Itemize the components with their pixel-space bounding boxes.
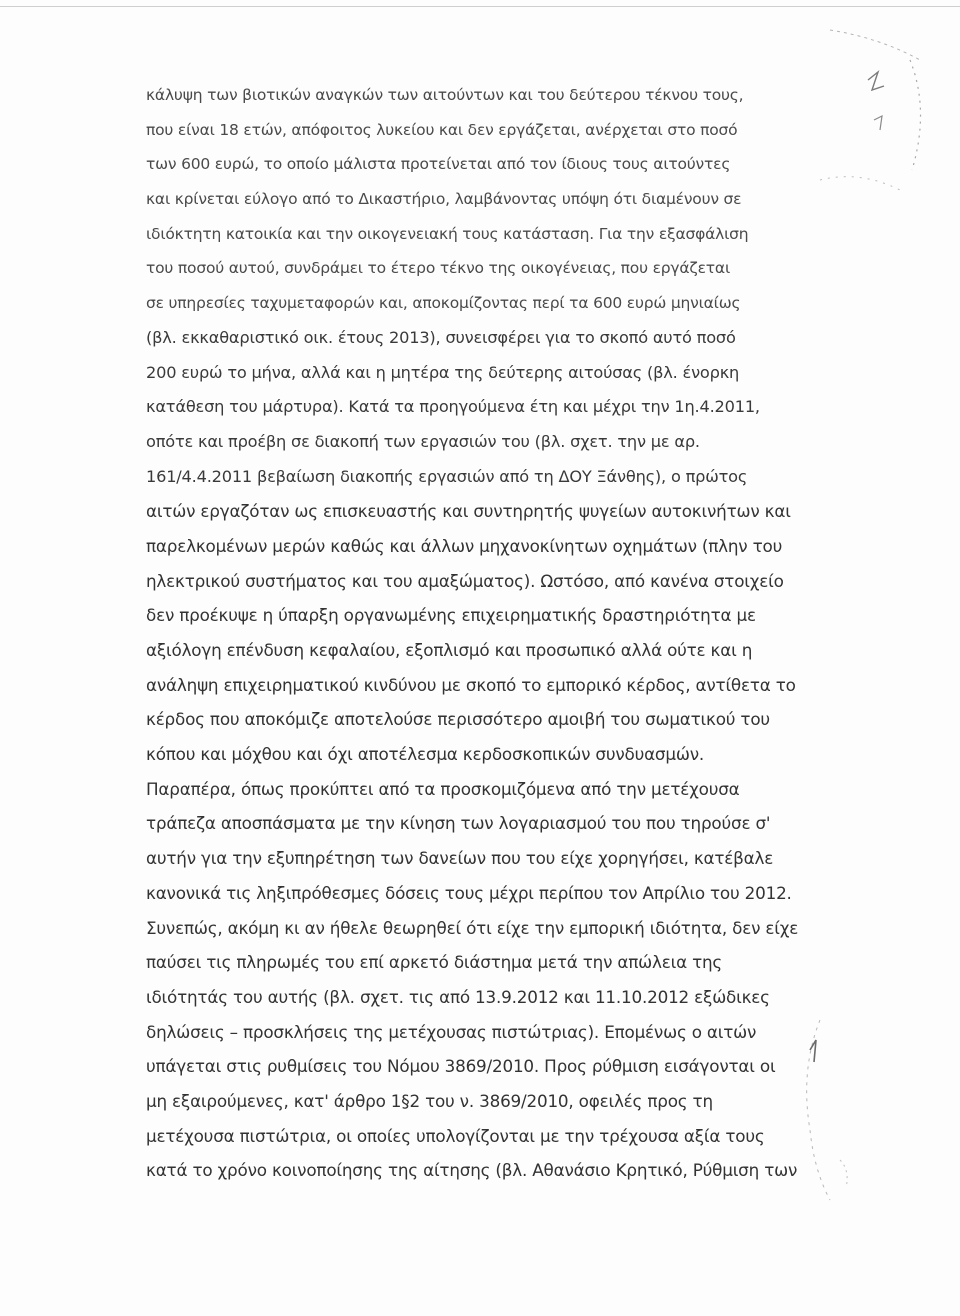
text-line: μετέχουσα πιστώτρια, οι οποίες υπολογίζονται με την τρέχουσα αξία τους xyxy=(146,1125,765,1146)
text-line: παρελκομένων μερών καθώς και άλλων μηχανοκίνητων οχημάτων (πλην του xyxy=(146,535,783,556)
text-line: και κρίνεται εύλογο από το Δικαστήριο, λαμβάνοντας υπόψη ότι διαμένουν σε xyxy=(146,190,742,209)
text-line: δεν προέκυψε η ύπαρξη οργανωμένης επιχειρηματικής δραστηριότητα με xyxy=(146,605,756,626)
text-line: δηλώσεις – προσκλήσεις της μετέχουσας πιστώτριας). Επομένως ο αιτών xyxy=(146,1021,757,1042)
text-line: κατάθεση του μάρτυρα). Κατά τα προηγούμενα έτη και μέχρι την 1η.4.2011, xyxy=(146,397,760,417)
page-edge-rule xyxy=(0,6,960,7)
document-body xyxy=(146,78,814,1188)
text-line: κέρδος που αποκόμιζε αποτελούσε περισσότερο αμοιβή του σωματικού του xyxy=(146,709,770,730)
text-line: αξιόλογη επένδυση κεφαλαίου, εξοπλισμό και προσωπικό αλλά ούτε και η xyxy=(146,640,753,660)
text-line: αυτήν για την εξυπηρέτηση των δανείων που του είχε χορηγήσει, κατέβαλε xyxy=(146,848,774,869)
text-line: σε υπηρεσίες ταχυμεταφορών και, αποκομίζοντας περί τα 600 ευρώ μηνιαίως xyxy=(146,294,741,313)
text-line: Συνεπώς, ακόμη κι αν ήθελε θεωρηθεί ότι είχε την εμπορική ιδιότητα, δεν είχε xyxy=(146,917,799,938)
text-line: των 600 ευρώ, το οποίο μάλιστα προτείνεται από τον ίδιους τους αιτούντες xyxy=(146,155,731,174)
text-line: παύσει τις πληρωμές του επί αρκετό διάστημα μετά την απώλεια της xyxy=(146,952,723,973)
text-line: (βλ. εκκαθαριστικό οικ. έτους 2013), συνεισφέρει για το σκοπό αυτό ποσό xyxy=(146,327,736,347)
text-line: 161/4.4.2011 βεβαίωση διακοπής εργασιών από τη ΔΟΥ Ξάνθης), ο πρώτος xyxy=(146,466,748,486)
text-line: 200 ευρώ το μήνα, αλλά και η μητέρα της δεύτερης αιτούσας (βλ. ένορκη xyxy=(146,362,740,382)
text-line: αιτών εργαζόταν ως επισκευαστής και συντηρητής ψυγείων αυτοκινήτων και xyxy=(146,501,791,522)
text-line: τράπεζα αποσπάσματα με την κίνηση των λογαριασμού του που τηρούσε σ' xyxy=(146,813,771,834)
text-line: κόπου και μόχθου και όχι αποτέλεσμα κερδοσκοπικών συνδυασμών. xyxy=(146,744,705,765)
text-line: Παραπέρα, όπως προκύπτει από τα προσκομιζόμενα από την μετέχουσα xyxy=(146,778,740,799)
text-line: ανάληψη επιχειρηματικού κινδύνου με σκοπό το εμπορικό κέρδος, αντίθετα το xyxy=(146,674,796,695)
text-line: υπάγεται στις ρυθμίσεις του Νόμου 3869/2010. Προς ρύθμιση εισάγονται οι xyxy=(146,1056,776,1077)
text-line: ηλεκτρικού συστήματος και του αμαξώματος). Ωστόσο, από κανένα στοιχείο xyxy=(146,570,784,591)
text-line: οπότε και προέβη σε διακοπή των εργασιών του (βλ. σχετ. την με αρ. xyxy=(146,431,700,451)
text-line: που είναι 18 ετών, απόφοιτος λυκείου και δεν εργάζεται, ανέρχεται στο ποσό xyxy=(146,120,738,139)
text-line: ιδιόκτητη κατοικία και την οικογενειακή τους κατάσταση. Για την εξασφάλιση xyxy=(146,224,749,243)
text-line: μη εξαιρούμενες, κατ' άρθρο 1§2 του ν. 3869/2010, οφειλές προς τη xyxy=(146,1090,713,1111)
text-line: κανονικά τις ληξιπρόθεσμες δόσεις τους μέχρι περίπου τον Απρίλιο του 2012. xyxy=(146,882,792,903)
text-line: κάλυψη των βιοτικών αναγκών των αιτούντων και του δεύτερου τέκνου τους, xyxy=(146,86,744,104)
text-line: ιδιότητάς του αυτής (βλ. σχετ. τις από 13.9.2012 και 11.10.2012 εξώδικες xyxy=(146,986,770,1007)
text-line: κατά το χρόνο κοινοποίησης της αίτησης (βλ. Αθανάσιο Κρητικό, Ρύθμιση των xyxy=(146,1160,798,1181)
stamp-mark xyxy=(800,20,940,240)
text-line: του ποσού αυτού, συνδράμει το έτερο τέκνο της οικογένειας, που εργάζεται xyxy=(146,259,730,278)
